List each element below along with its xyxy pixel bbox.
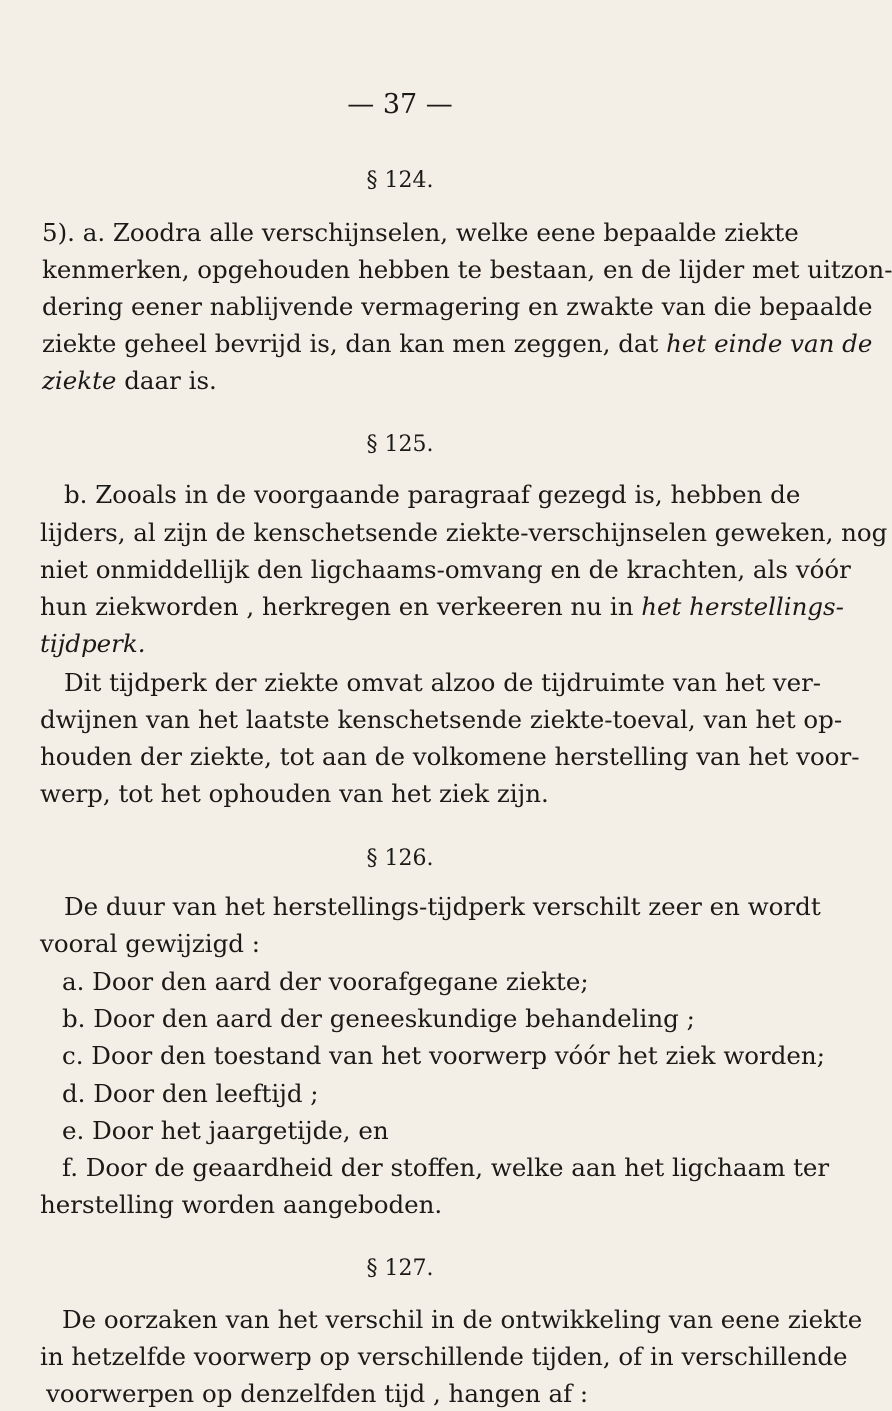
text-line: kenmerken, opgehouden hebben te bestaan, en de lijder met uitzon- [42,255,892,284]
text-line: houden der ziekte, tot aan de volkomene herstelling van het voor- [40,742,860,771]
section-heading-125: § 125. [366,432,434,457]
list-item: f. Door de geaardheid der stoffen, welke aan het ligchaam ter [62,1153,830,1182]
text-line: vooral gewijzigd : [40,929,261,958]
text-line: Dit tijdperk der ziekte omvat alzoo de tijdruimte van het ver- [64,668,822,697]
text-line: herstelling worden aangeboden. [40,1190,443,1219]
text-line: 5). a. Zoodra alle verschijnselen, welke eene bepaalde ziekte [42,218,799,247]
section-heading-127: § 127. [366,1256,434,1281]
text-span: ziekte geheel bevrijd is, dan kan men zeggen, dat [42,329,667,358]
text-line: voorwerpen op denzelfden tijd , hangen af : [46,1379,589,1408]
emphasis-text: het herstellings- [641,592,844,621]
text-line: lijders, al zijn de kenschetsende ziekte-verschijnselen geweken, nog [40,518,888,547]
text-line: De duur van het herstellings-tijdperk verschilt zeer en wordt [64,892,821,921]
page-number: — 37 — [347,89,453,120]
text-line: dering eener nablijvende vermagering en zwakte van die bepaalde [42,292,873,321]
section-heading-126: § 126. [366,846,434,871]
list-item: a. Door den aard der voorafgegane ziekte; [62,967,589,996]
emphasis-text: het einde van de [666,329,873,358]
text-span: hun ziekworden , herkregen en verkeeren nu in [40,592,642,621]
section-heading-124: § 124. [366,168,434,193]
emphasis-text: tijdperk. [40,629,146,658]
text-line: dwijnen van het laatste kenschetsende ziekte-toeval, van het op- [40,705,843,734]
text-line-with-emphasis [42,366,842,396]
list-item: e. Door het jaargetijde, en [62,1116,389,1145]
list-item: d. Door den leeftijd ; [62,1079,319,1108]
text-line: in hetzelfde voorwerp op verschillende tijden, of in verschillende [40,1342,848,1371]
list-item: c. Door den toestand van het voorwerp vóór het ziek worden; [62,1041,825,1070]
text-line: werp, tot het ophouden van het ziek zijn. [40,779,549,808]
text-line-with-emphasis [42,329,873,359]
text-line-with-emphasis [40,629,840,659]
text-span: daar is. [116,366,217,395]
text-line: b. Zooals in de voorgaande paragraaf gezegd is, hebben de [64,480,801,509]
text-line: niet onmiddellijk den ligchaams-omvang en de krachten, als vóór [40,555,851,584]
list-item: b. Door den aard der geneeskundige behandeling ; [62,1004,695,1033]
text-line-with-emphasis [40,592,844,622]
text-line: De oorzaken van het verschil in de ontwikkeling van eene ziekte [62,1305,863,1334]
emphasis-text: ziekte [42,366,117,395]
